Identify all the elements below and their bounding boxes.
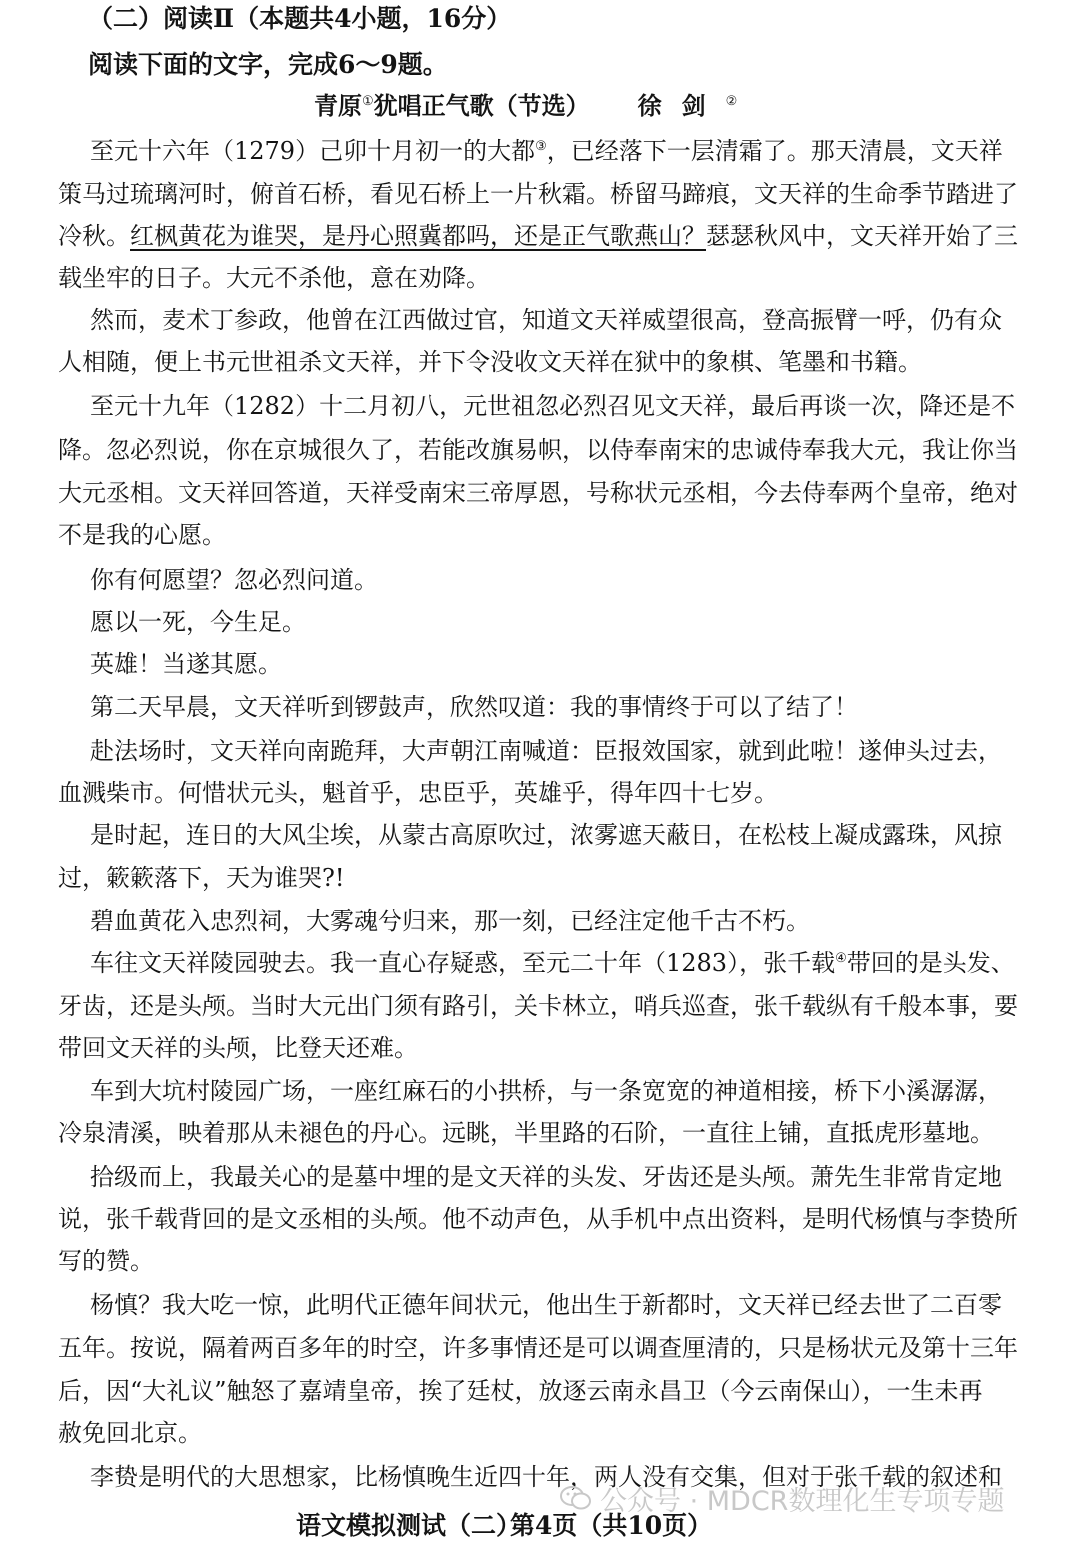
body-line-24: 冷泉清溪，映着那从未褪色的丹心。远眺，半里路的石阶，一直往上铺，直抵虎形墓地。 — [58, 1119, 994, 1147]
body-line-14: 第二天早晨，文天祥听到锣鼓声，欣然叹道：我的事情终于可以了结了！ — [90, 693, 858, 721]
footer-page-number: 第4页（共10页） — [510, 1511, 713, 1540]
body-line-28: 杨慎？我大吃一惊，此明代正德年间状元，他出生于新都时，文天祥已经去世了二百零 — [90, 1291, 1002, 1319]
body-line-5: 然而，麦术丁参政，他曾在江西做过官，知道文天祥威望很高，登高振臂一呼，仍有众 — [90, 306, 1002, 334]
article-author: 徐剑 — [637, 91, 726, 120]
body-line-3: 冷秋。红枫黄花为谁哭，是丹心照冀都吗，还是正气歌燕山？瑟瑟秋风中，文天祥开始了三 — [58, 222, 1018, 250]
body-line-25: 拾级而上，我最关心的是墓中埋的是文天祥的头发、牙齿还是头颅。萧先生非常肯定地 — [90, 1163, 1002, 1191]
body-line-11: 你有何愿望？忽必烈问道。 — [90, 566, 378, 594]
author-footnote-mark: ② — [725, 94, 738, 109]
body-line-23: 车到大坑村陵园广场，一座红麻石的小拱桥，与一条宽宽的神道相接，桥下小溪潺潺， — [90, 1077, 1002, 1105]
body-line-8: 降。忽必烈说，你在京城很久了，若能改旗易帜，以侍奉南宋的忠诚侍奉我大元，我让你当 — [58, 436, 1018, 464]
body-line-4: 载坐牢的日子。大元不杀他，意在劝降。 — [58, 264, 490, 292]
footnote-mark-3: ③ — [535, 139, 547, 154]
article-title — [314, 86, 737, 122]
body-line-32: 李贽是明代的大思想家，比杨慎晚生近四十年，两人没有交集，但对于张千载的叙述和 — [90, 1463, 1002, 1491]
body-line-19: 碧血黄花入忠烈祠，大雾魂兮归来，那一刻，已经注定他千古不朽。 — [90, 907, 810, 935]
title-text-rest: 犹唱正气歌（节选） — [373, 91, 590, 120]
body-line-18: 过，簌簌落下，天为谁哭?! — [58, 864, 345, 892]
body-line-31: 赦免回北京。 — [58, 1419, 202, 1447]
body-line-9: 大元丞相。文天祥回答道，天祥受南宋三帝厚恩，号称状元丞相，今去侍奉两个皇帝，绝对 — [58, 479, 1018, 507]
reading-instruction: 阅读下面的文字，完成6～9题。 — [88, 50, 448, 79]
body-line-2: 策马过琉璃河时，俯首石桥，看见石桥上一片秋霜。桥留马蹄痕，文天祥的生命季节踏进了 — [58, 180, 1018, 208]
footnote-mark-4: ④ — [835, 951, 847, 966]
body-line-21: 牙齿，还是头颅。当时大元出门须有路引，关卡林立，哨兵巡查，张千载纵有千般本事，要 — [58, 992, 1018, 1020]
body-line-26: 说，张千载背回的是文丞相的头颅。他不动声色，从手机中点出资料，是明代杨慎与李贽所 — [58, 1205, 1018, 1233]
underlined-sentence: 红枫黄花为谁哭，是丹心照冀都吗，还是正气歌燕山？ — [130, 222, 706, 250]
body-line-22: 带回文天祥的头颅，比登天还难。 — [58, 1034, 418, 1062]
body-line-29: 五年。按说，隔着两百多年的时空，许多事情还是可以调查厘清的，只是杨状元及第十三年 — [58, 1334, 1018, 1362]
body-line-7: 至元十九年（1282）十二月初八，元世祖忽必烈召见文天祥，最后再谈一次，降还是不 — [90, 392, 1016, 420]
section-heading: （二）阅读Ⅱ（本题共4小题，16分） — [88, 4, 512, 33]
footer-exam-name: 语文模拟测试（二） — [296, 1511, 522, 1540]
watermark-text: 公众号 · MDCR数理化生专项专题 — [600, 1485, 1005, 1517]
body-line-17: 是时起，连日的大风尘埃，从蒙古高原吹过，浓雾遮天蔽日，在松枝上凝成露珠，风掠 — [90, 821, 1002, 849]
body-line-27: 写的赞。 — [58, 1247, 154, 1275]
body-line-10: 不是我的心愿。 — [58, 521, 226, 549]
body-line-30: 后，因“大礼议”触怒了嘉靖皇帝，挨了廷杖，放逐云南永昌卫（今云南保山），一生未再 — [58, 1377, 983, 1405]
body-line-1: 至元十六年（1279）己卯十月初一的大都③，已经落下一层清霜了。那天清晨，文天祥 — [90, 137, 1003, 165]
body-line-20: 车往文天祥陵园驶去。我一直心存疑惑，至元二十年（1283），张千载④带回的是头发、 — [90, 949, 1015, 977]
body-line-6: 人相随，便上书元世祖杀文天祥，并下令没收文天祥在狱中的象棋、笔墨和书籍。 — [58, 348, 922, 376]
body-line-12: 愿以一死，今生足。 — [90, 608, 306, 636]
body-line-15: 赴法场时，文天祥向南跪拜，大声朝江南喊道：臣报效国家，就到此啦！遂伸头过去， — [90, 737, 1002, 765]
title-text: 青原 — [314, 91, 362, 120]
body-line-16: 血溅柴市。何惜状元头，魁首乎，忠臣乎，英雄乎，得年四十七岁。 — [58, 779, 778, 807]
body-line-13: 英雄！当遂其愿。 — [90, 650, 282, 678]
title-footnote-mark: ① — [362, 94, 374, 109]
